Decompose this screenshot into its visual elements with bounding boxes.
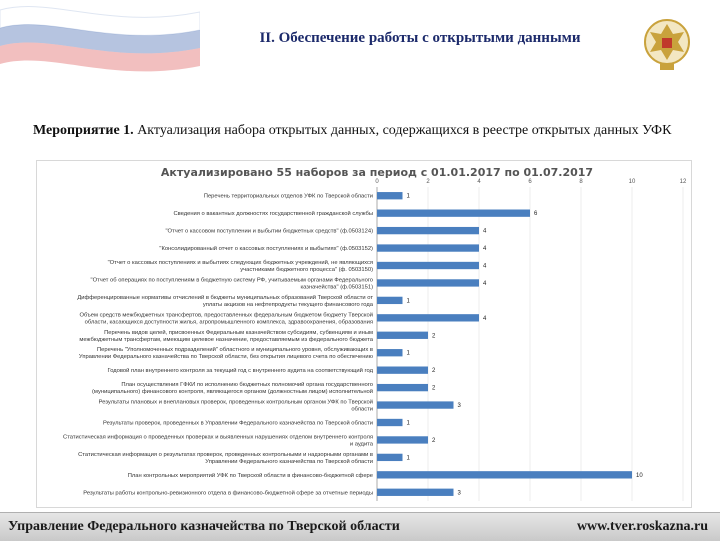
footer	[0, 512, 720, 541]
category-label-line: Статистическая информация о проведенных проверках и выявленных нарушениях отделом внутреннего контроля	[63, 434, 373, 441]
russian-flag-icon	[0, 0, 200, 88]
bar	[377, 192, 403, 199]
category-label	[79, 346, 374, 360]
category-label-line: План контрольных мероприятий УФК по Тверской области в финансово-бюджетной сфере	[127, 472, 373, 479]
category-label-line: Статистическая информация о результатах проверок, проведенных контрольными и надзорными органами в	[78, 451, 373, 458]
bar	[377, 297, 403, 304]
category-label-line: уплаты акцизов на нефтепродукты текущего финансового года	[202, 301, 373, 308]
data-label: 4	[483, 280, 487, 287]
category-label	[204, 193, 373, 200]
chart-title: Актуализировано 55 наборов за период с 01.01.2017 по 01.07.2017	[160, 166, 594, 179]
data-label: 3	[457, 403, 461, 410]
category-label-line: Результаты работы контрольно-ревизионного отдела в финансово-бюджетной сфере за отчетные периоды	[83, 490, 373, 497]
category-label-line: и аудита	[349, 441, 373, 448]
bar	[377, 454, 403, 461]
category-label-line: План осуществления ГФКИ по исполнению бюджетных полномочий органа государственного	[121, 382, 373, 389]
category-label	[159, 245, 373, 252]
data-label: 1	[406, 350, 410, 357]
data-label: 2	[432, 437, 436, 444]
category-label	[166, 229, 374, 235]
bar	[377, 419, 403, 426]
category-label	[108, 259, 373, 273]
data-label: 4	[483, 263, 487, 270]
data-label: 6	[534, 211, 538, 218]
category-label	[92, 381, 373, 395]
x-tick-label: 4	[477, 179, 481, 185]
x-tick-label: 8	[579, 179, 583, 185]
bar	[377, 436, 428, 443]
data-label: 2	[432, 368, 436, 375]
bar	[377, 244, 479, 251]
category-label	[77, 294, 373, 308]
category-label-line: казначейства" (ф.0503151)	[300, 284, 373, 291]
category-label-line: "Отчет о кассовых поступлениях и выбытиях следующих бюджетных учреждений, не являющихся	[107, 260, 373, 266]
data-label: 10	[636, 472, 643, 479]
category-label-line: Дифференцированные нормативы отчислений в бюджеты муниципальных образований Тверской области от	[77, 294, 373, 301]
category-label-line: области, касающихся доступности жилья, агропромышленного комплекса, здравоохранения, образования	[84, 319, 373, 326]
footer-website-link[interactable]: www.tver.roskazna.ru	[576, 519, 708, 534]
category-label-line: участниками бюджетного процесса" (ф. 0503150)	[240, 267, 373, 273]
bar	[377, 332, 428, 339]
treasury-emblem-icon	[640, 14, 694, 74]
category-label	[128, 472, 373, 479]
bar	[377, 401, 454, 408]
bar	[377, 227, 479, 234]
category-label	[103, 420, 373, 427]
bar	[377, 279, 479, 286]
category-label-line: Годовой план внутреннего контроля за текущий год с внутреннего аудита на соответствующий год	[107, 368, 373, 375]
data-label: 2	[432, 333, 436, 340]
x-tick-label: 6	[528, 179, 532, 185]
x-tick-label: 10	[628, 179, 636, 185]
bar	[377, 471, 632, 478]
category-label	[80, 311, 374, 325]
bar	[377, 489, 454, 496]
activity-label: Мероприятие 1.	[33, 123, 134, 138]
category-label-line: Результаты плановых и внеплановых проверок, проведенных контрольным органом УФК по Тверской	[98, 399, 373, 406]
category-label	[107, 367, 373, 374]
category-label	[91, 277, 374, 290]
x-tick-label: 0	[375, 179, 379, 185]
activity-description	[33, 122, 683, 140]
category-label-line: межбюджетным трансфертам, имеющим целевое назначение, предоставляемым из федерального бюджета	[79, 336, 373, 343]
category-label-line: Объем средств межбюджетных трансфертов, предоставленных федеральным бюджетом бюджету Тверской	[79, 312, 373, 319]
bar	[377, 210, 530, 217]
category-label-line: (муниципального) финансового контроля, являющегося органом (должностным лицом) исполнительной	[92, 389, 373, 396]
category-label-line: Перечень "Уполномоченных подразделений" областного и муниципального уровня, обслуживающих в	[97, 347, 373, 354]
category-label-line: Результаты проверок, проведенных в Управлении Федерального казначейства по Тверской области	[103, 420, 373, 427]
category-label	[173, 210, 373, 217]
bar	[377, 349, 403, 356]
bar-chart	[36, 160, 692, 508]
footer-organization: Управление Федерального казначейства по Тверской области	[8, 519, 400, 534]
data-label: 1	[406, 193, 410, 200]
category-label-line: области	[351, 406, 373, 413]
category-label-line: Сведения о вакантных должностях государственной гражданской службы	[173, 211, 373, 218]
page-title: II. Обеспечение работы с открытыми данными	[259, 30, 581, 46]
x-tick-label: 2	[426, 179, 430, 185]
category-label-line: "Отчет о кассовом поступлении и выбытии бюджетных средств" (ф.0503124)	[165, 228, 373, 235]
bar	[377, 384, 428, 391]
category-label	[83, 489, 373, 496]
data-label: 1	[406, 455, 410, 462]
data-label: 4	[483, 228, 487, 235]
data-label: 1	[406, 420, 410, 427]
chart-canvas	[37, 161, 691, 507]
data-label: 4	[483, 315, 487, 322]
bar	[377, 314, 479, 321]
data-label: 3	[457, 490, 461, 497]
data-label: 2	[432, 385, 436, 392]
category-label	[79, 329, 373, 343]
header	[0, 0, 720, 88]
category-label-line: "Отчет об операциях по поступлениям в бюджетную систему РФ, учитываемым органами Федерального	[90, 277, 373, 284]
category-label	[78, 452, 373, 465]
category-label-line: "Консолидированный отчет о кассовых поступлениях и выбытиях" (ф.0503152)	[159, 246, 373, 253]
data-label: 1	[406, 298, 410, 305]
category-label-line: Перечень территориальных отделов УФК по Тверской области	[203, 193, 373, 200]
category-label-line: Управлении Федерального казначейства по Тверской области, без открытия лицевого счета по обеспечению	[78, 354, 373, 361]
activity-text: Актуализация набора открытых данных, содержащихся в реестре открытых данных УФК	[133, 123, 672, 138]
bar	[377, 262, 479, 269]
data-label: 4	[483, 246, 487, 253]
bar	[377, 367, 428, 374]
x-tick-label: 12	[679, 179, 687, 185]
category-label	[99, 399, 373, 413]
category-label	[63, 434, 374, 447]
category-label-line: Управлении Федерального казначейства по Тверской области	[205, 458, 373, 465]
category-label-line: Перечень видов целей, присвоенных Федеральным казначейством субсидиям, субвенциям и иным	[104, 329, 373, 336]
